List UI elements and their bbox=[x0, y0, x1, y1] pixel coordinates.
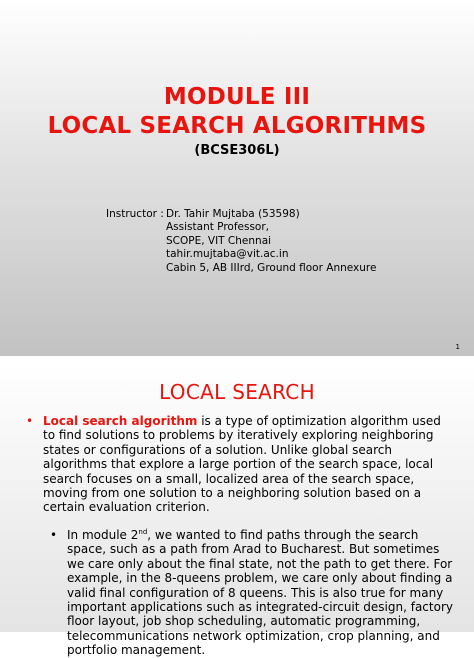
module-title: MODULE III bbox=[163, 84, 311, 110]
slide-number: 1 bbox=[455, 343, 460, 351]
instructor-name: Dr. Tahir Mujtaba (53598) bbox=[166, 208, 300, 220]
course-code: (BCSE306L) bbox=[194, 143, 280, 158]
instructor-email: tahir.mujtaba@vit.ac.in bbox=[166, 248, 289, 261]
bullet-icon: • bbox=[26, 414, 34, 428]
ordinal-superscript: nd bbox=[138, 528, 148, 536]
slide-divider bbox=[0, 356, 474, 364]
sub-bullet-text bbox=[67, 528, 454, 658]
slide-title: LOCAL SEARCH bbox=[159, 380, 315, 404]
bullet-text bbox=[43, 414, 446, 515]
instructor-details bbox=[166, 208, 376, 275]
instructor-cabin: Cabin 5, AB IIIrd, Ground floor Annexure bbox=[166, 261, 377, 274]
sub-bullet-item bbox=[50, 528, 454, 658]
sub-text-start: In module 2 bbox=[67, 528, 139, 542]
sub-text-body: , we wanted to find paths through the search space, such as a path from Arad to Bucharest. But sometimes we care only about the final state, not the path to get there. For example, in the 8-queens problem, we care only about finding a valid final configuration of 8 queens. This is also true for many important applications such as integrated-circuit design, factory floor layout, job shop scheduling, automatic programming, telecommunications network optimization, crop planning, and portfolio management. bbox=[67, 528, 453, 658]
instructor-label: Instructor : bbox=[106, 208, 164, 220]
instructor-role: Assistant Professor, bbox=[166, 221, 270, 234]
sub-bullet-icon: • bbox=[50, 528, 58, 542]
highlighted-term: Local search algorithm bbox=[43, 414, 198, 428]
instructor-department: SCOPE, VIT Chennai bbox=[166, 234, 272, 247]
bullet-body: is a type of optimization algorithm used to find solutions to problems by iteratively exploring neighboring states or configurations of a solution. Unlike global search algorithms that explore a large portion of the search space, local search focuses on a small, localized area of the search space, moving from one solution to a neighboring solution based on a certain evaluation criterion. bbox=[43, 414, 441, 515]
bullet-item bbox=[26, 414, 446, 515]
content-slide bbox=[0, 364, 474, 658]
course-topic-title: LOCAL SEARCH ALGORITHMS bbox=[47, 113, 427, 139]
